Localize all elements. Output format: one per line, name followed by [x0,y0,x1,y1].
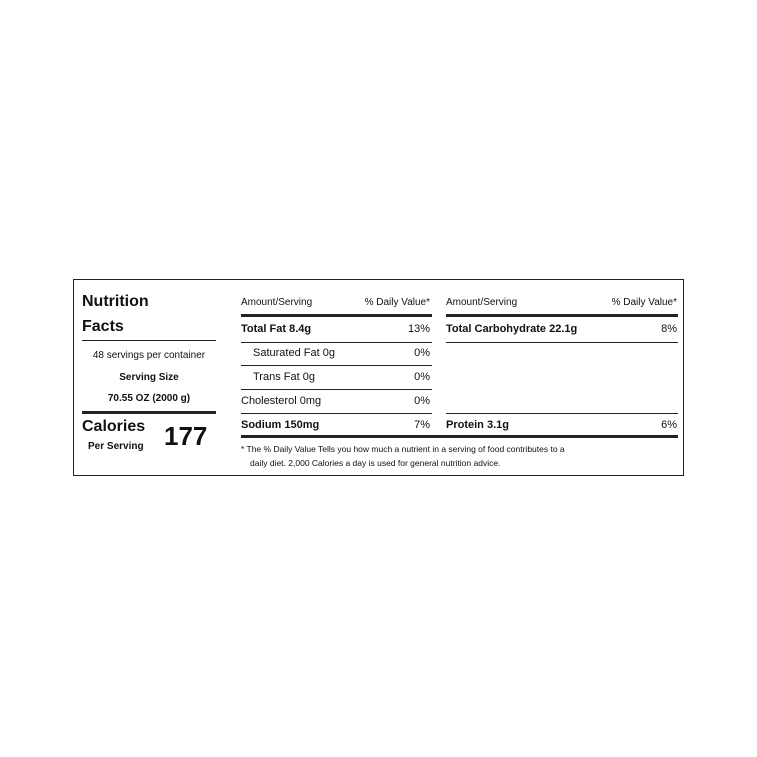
left-header-dv: % Daily Value* [364,297,430,308]
rule-2 [241,365,432,366]
calories-sublabel: Per Serving [88,441,144,452]
footnote-rule [241,435,678,438]
calories-value: 177 [164,421,208,451]
servings-per-container: 48 servings per container [92,350,206,361]
row-cholesterol-dv: 0% [414,395,430,407]
right-rule-2 [446,413,678,414]
serving-size-value: 70.55 OZ (2000 g) [107,393,191,404]
row-sodium-dv: 7% [414,419,430,431]
footnote-line-1: * The % Daily Value Tells you how much a nutrient in a serving of food contributes to a [241,444,565,454]
row-trans-fat-dv: 0% [414,371,430,383]
row-saturated-fat-dv: 0% [414,347,430,359]
row-sodium-name: Sodium 150mg [241,419,320,431]
row-total-fat-dv: 13% [407,323,430,335]
rule-1 [241,342,432,343]
rule-4 [241,413,432,414]
row-saturated-fat-name: Saturated Fat 0g [253,347,335,359]
right-rule-1 [446,342,678,343]
left-header-amount: Amount/Serving [241,297,313,308]
title-line-1: Nutrition [82,293,149,310]
title-line-2: Facts [82,318,124,335]
calories-label: Calories [82,418,146,435]
right-header-dv: % Daily Value* [611,297,677,308]
rule-3 [241,389,432,390]
serving-size-label: Serving Size [119,372,179,383]
row-cholesterol-name: Cholesterol 0mg [241,395,322,407]
row-protein-name: Protein 3.1g [446,419,509,431]
row-total-carbohydrate-dv: 8% [661,323,677,335]
right-header-rule [446,314,678,317]
left-header-rule [241,314,432,317]
title-rule [82,340,216,341]
row-total-fat-name: Total Fat 8.4g [241,323,312,335]
row-protein-dv: 6% [661,419,677,431]
row-total-carbohydrate-name: Total Carbohydrate 22.1g [446,323,578,335]
footnote-line-2: daily diet. 2,000 Calories a day is used for general nutrition advice. [250,458,501,468]
nutrition-facts-label [73,279,684,476]
right-header-amount: Amount/Serving [446,297,518,308]
calories-rule [82,411,216,414]
row-trans-fat-name: Trans Fat 0g [253,371,315,383]
